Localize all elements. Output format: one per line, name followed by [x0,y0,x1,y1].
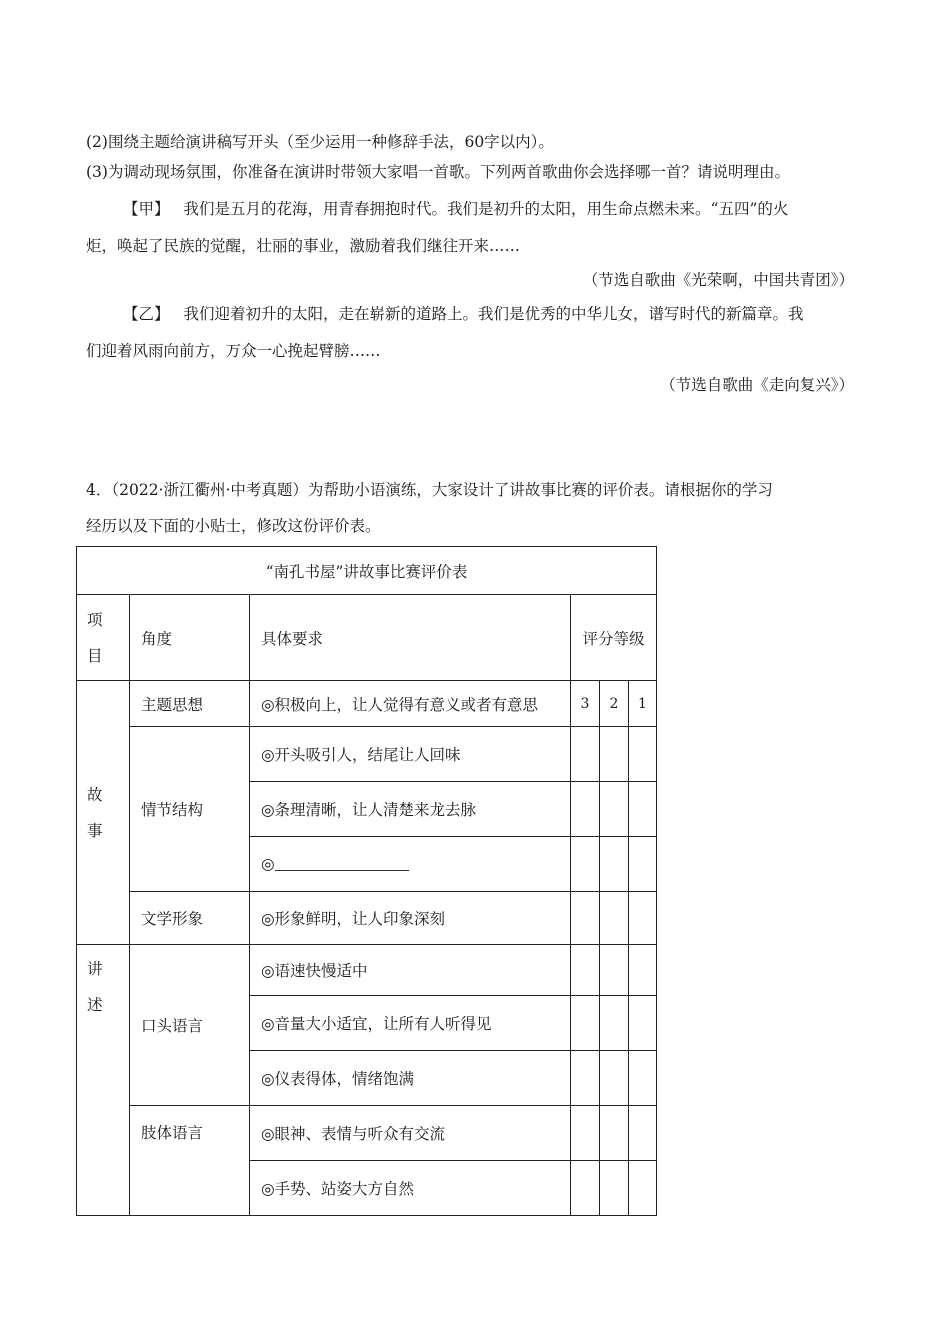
song-yi-text-2: 们迎着风雨向前方，万众一心挽起臂膀…… [86,342,381,360]
angle-body: 肢体语言 [130,1106,250,1216]
score-cell [571,996,600,1051]
song-yi-label: 【乙】 [123,305,170,323]
song-jia-text-2: 炬，唤起了民族的觉醒，壮丽的事业，激励着我们继往开来…… [86,237,521,255]
requirement-row: ◎语速快慢适中 [250,945,571,996]
song-yi-line-1 [123,304,804,324]
fill-in-blank[interactable] [275,856,409,871]
score-cell [629,1051,657,1106]
score-2: 2 [600,681,629,727]
score-cell [629,837,657,892]
evaluation-table [76,546,657,1216]
header-requirement: 具体要求 [250,595,571,681]
requirement-row: ◎形象鲜明，让人印象深刻 [250,892,571,945]
song-yi-text-1: 我们迎着初升的太阳，走在崭新的道路上。我们是优秀的中华儿女，谱写时代的新篇章。我 [183,305,804,323]
header-angle: 角度 [130,595,250,681]
score-cell [629,945,657,996]
angle-theme: 主题思想 [130,681,250,727]
requirement-row: ◎眼神、表情与听众有交流 [250,1106,571,1161]
score-cell [571,727,600,782]
score-cell [571,1051,600,1106]
score-cell [600,996,629,1051]
score-cell [629,892,657,945]
song-jia-text-1: 我们是五月的花海，用青春拥抱时代。我们是初升的太阳，用生命点燃未来。“五四”的火 [183,200,789,218]
requirement-row: ◎条理清晰，让人清楚来龙去脉 [250,782,571,837]
score-cell [600,945,629,996]
requirement-bullet: ◎ [261,855,275,873]
score-cell [600,837,629,892]
score-cell [571,837,600,892]
score-cell [571,1106,600,1161]
header-item: 项目 [77,595,130,681]
q4-stem-line-2: 经历以及下面的小贴士，修改这份评价表。 [86,517,381,535]
song-jia-label: 【甲】 [123,200,170,218]
score-cell [571,892,600,945]
score-cell [600,1161,629,1216]
requirement-row: ◎仪表得体，情绪饱满 [250,1051,571,1106]
score-cell [571,782,600,837]
angle-image: 文学形象 [130,892,250,945]
song-yi-source: （节选自歌曲《走向复兴》） [660,376,854,394]
q4-stem-line-1: 4．（2022·浙江衢州·中考真题）为帮助小语演练，大家设计了讲故事比赛的评价表。请根据你的学习 [86,481,773,499]
score-cell [600,727,629,782]
score-cell [629,727,657,782]
q3-subquestion-3: (3)为调动现场氛围，你准备在演讲时带领大家唱一首歌。下列两首歌曲你会选择哪一首？请说明理由。 [86,163,790,181]
requirement-row-blank [250,837,571,892]
score-cell [629,1161,657,1216]
score-1: 1 [629,681,657,727]
requirement-row: ◎积极向上，让人觉得有意义或者有意思 [250,681,571,727]
score-cell [571,945,600,996]
requirement-row: ◎音量大小适宜，让所有人听得见 [250,996,571,1051]
score-cell [600,892,629,945]
song-jia-source: （节选自歌曲《光荣啊，中国共青团》） [582,271,854,289]
requirement-row: ◎开头吸引人，结尾让人回味 [250,727,571,782]
score-cell [600,1051,629,1106]
q3-subquestion-2: (2)围绕主题给演讲稿写开头（至少运用一种修辞手法，60字以内）。 [86,133,554,151]
angle-plot: 情节结构 [130,727,250,892]
group-narrate: 讲述 [77,945,130,1216]
requirement-row: ◎手势、站姿大方自然 [250,1161,571,1216]
score-cell [629,782,657,837]
table-title: “南孔书屋”讲故事比赛评价表 [77,547,657,595]
score-cell [600,1106,629,1161]
score-cell [629,996,657,1051]
score-3: 3 [571,681,600,727]
score-cell [629,1106,657,1161]
group-story: 故事 [77,681,130,945]
song-jia-line-1 [123,199,788,219]
score-cell [571,1161,600,1216]
score-cell [600,782,629,837]
header-rating: 评分等级 [571,595,657,681]
angle-oral: 口头语言 [130,945,250,1106]
